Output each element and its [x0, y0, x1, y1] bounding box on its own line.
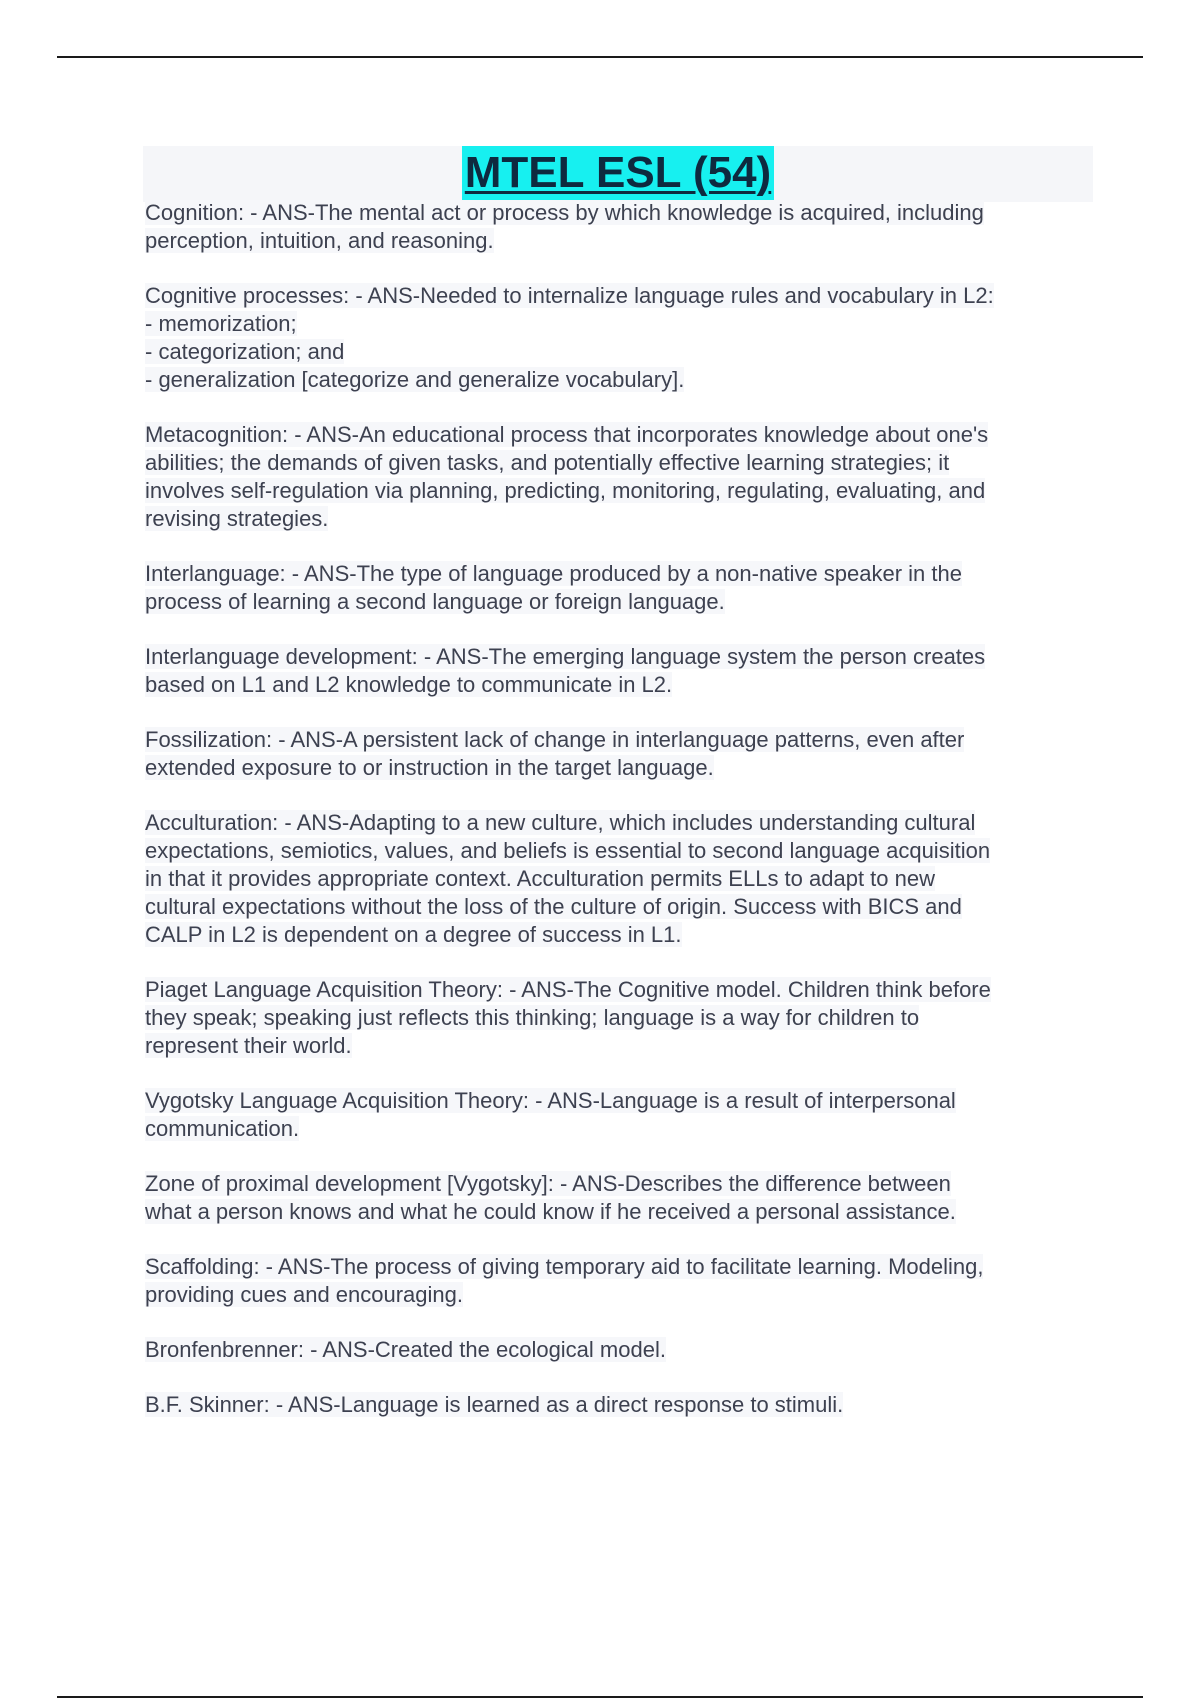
- entry-fossilization: [145, 726, 1095, 782]
- entry-skinner: [145, 1391, 1095, 1419]
- entry-text: Cognition: - ANS-The mental act or process by which knowledge is acquired, including perception, intuition, and reasoning.: [145, 200, 984, 253]
- entry-bronfenbrenner: [145, 1336, 1095, 1364]
- entry-text: Vygotsky Language Acquisition Theory: - ANS-Language is a result of interpersonal communication.: [145, 1088, 956, 1141]
- entry-metacognition: [145, 421, 1095, 533]
- entry-text: B.F. Skinner: - ANS-Language is learned as a direct response to stimuli.: [145, 1392, 844, 1417]
- top-rule: [57, 56, 1143, 58]
- entry-text: Interlanguage: - ANS-The type of language produced by a non-native speaker in the process of learning a second language or foreign language.: [145, 561, 962, 614]
- entry-text: Fossilization: - ANS-A persistent lack of change in interlanguage patterns, even after extended exposure to or instruction in the target language.: [145, 727, 965, 780]
- entry-scaffolding: [145, 1253, 1095, 1309]
- entry-text: Interlanguage development: - ANS-The emerging language system the person creates based on L1 and L2 knowledge to communicate in L2.: [145, 644, 986, 697]
- entry-text: Zone of proximal development [Vygotsky]: - ANS-Describes the difference between what a person knows and what he could know if he received a personal assistance.: [145, 1171, 956, 1224]
- entry-list: [145, 199, 1095, 1446]
- entry-text: Bronfenbrenner: - ANS-Created the ecological model.: [145, 1337, 666, 1362]
- entry-text: Piaget Language Acquisition Theory: - ANS-The Cognitive model. Children think before they speak; speaking just reflects this thinking; language is a way for children to represent their world.: [145, 977, 991, 1058]
- entry-text: Cognitive processes: - ANS-Needed to internalize language rules and vocabulary in L2: - memorization; - categorization; and - generalization [categorize and generalize vocabulary].: [145, 283, 994, 392]
- entry-piaget: [145, 976, 1095, 1060]
- entry-text: Acculturation: - ANS-Adapting to a new culture, which includes understanding cultural expectations, semiotics, values, and beliefs is essential to second language acquisition in that it provides appropriate context. Acculturation permits ELLs to adapt to new cultural expectations without the loss of the culture of origin. Success with BICS and CALP in L2 is dependent on a degree of success in L1.: [145, 810, 991, 947]
- entry-interlanguage-development: [145, 643, 1095, 699]
- title-band: [143, 146, 1093, 202]
- entry-cognition: [145, 199, 1095, 255]
- entry-text: Scaffolding: - ANS-The process of giving temporary aid to facilitate learning. Modeling, providing cues and encouraging.: [145, 1254, 984, 1307]
- entry-zone-of-proximal-development: [145, 1170, 1095, 1226]
- entry-vygotsky: [145, 1087, 1095, 1143]
- entry-interlanguage: [145, 560, 1095, 616]
- entry-acculturation: [145, 809, 1095, 949]
- entry-text: Metacognition: - ANS-An educational process that incorporates knowledge about one's abilities; the demands of given tasks, and potentially effective learning strategies; it involves self-regulation via planning, predicting, monitoring, regulating, evaluating, and revising strategies.: [145, 422, 989, 531]
- entry-cognitive-processes: [145, 282, 1095, 394]
- bottom-rule: [57, 1696, 1143, 1698]
- page-title: MTEL ESL (54): [462, 146, 774, 200]
